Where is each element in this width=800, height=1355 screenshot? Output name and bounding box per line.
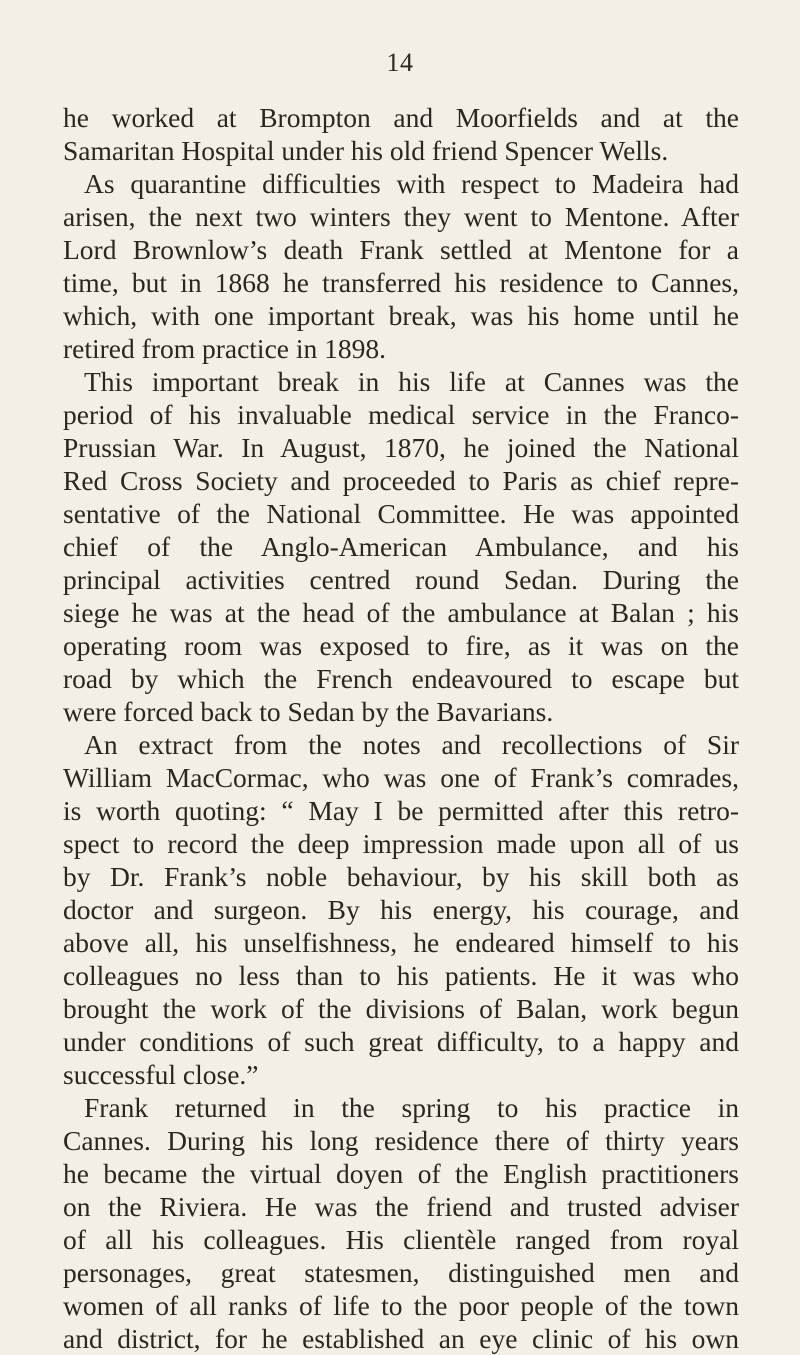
text-line: Lord Brownlow’s death Frank settled at Mentone for a: [63, 234, 739, 265]
text-line: An extract from the notes and recollections of Sir: [84, 729, 739, 760]
text-line: is worth quoting: “ May I be permitted after this retro-: [63, 795, 739, 826]
text-line: Cannes. During his long residence there of thirty years: [63, 1125, 739, 1156]
text-line: and district, for he established an eye clinic of his own: [63, 1323, 739, 1354]
text-line: operating room was exposed to fire, as it was on the: [63, 630, 739, 661]
body-text: [63, 101, 739, 1355]
text-line: chief of the Anglo-American Ambulance, and his: [63, 531, 739, 562]
text-line: This important break in his life at Cannes was the: [84, 366, 739, 397]
text-line: time, but in 1868 he transferred his residence to Cannes,: [63, 267, 739, 298]
text-line: were forced back to Sedan by the Bavarians.: [63, 696, 554, 727]
text-line: brought the work of the divisions of Balan, work begun: [63, 993, 739, 1024]
text-line: above all, his unselfishness, he endeared himself to his: [63, 927, 739, 958]
text-line: he worked at Brompton and Moorfields and at the: [63, 102, 739, 133]
text-line: As quarantine difficulties with respect to Madeira had: [84, 168, 739, 199]
text-line: he became the virtual doyen of the English practitioners: [63, 1158, 739, 1189]
text-line: siege he was at the head of the ambulance at Balan ; his: [63, 597, 739, 628]
page-number: 14: [386, 48, 414, 77]
text-line: road by which the French endeavoured to escape but: [63, 663, 739, 694]
text-line: sentative of the National Committee. He was appointed: [63, 498, 739, 529]
text-line: under conditions of such great difficulty, to a happy and: [63, 1026, 739, 1057]
text-line: on the Riviera. He was the friend and trusted adviser: [63, 1191, 739, 1222]
text-line: which, with one important break, was his home until he: [63, 300, 739, 331]
text-line: Samaritan Hospital under his old friend Spencer Wells.: [63, 135, 669, 166]
text-line: women of all ranks of life to the poor people of the town: [63, 1290, 739, 1321]
text-line: Prussian War. In August, 1870, he joined the National: [63, 432, 739, 463]
text-line: successful close.”: [63, 1059, 259, 1090]
text-line: arisen, the next two winters they went to Mentone. After: [63, 201, 739, 232]
text-line: personages, great statesmen, distinguished men and: [63, 1257, 739, 1288]
text-line: by Dr. Frank’s noble behaviour, by his skill both as: [63, 861, 739, 892]
text-line: principal activities centred round Sedan. During the: [63, 564, 739, 595]
text-line: Frank returned in the spring to his practice in: [84, 1092, 739, 1123]
text-line: of all his colleagues. His clientèle ranged from royal: [63, 1224, 739, 1255]
text-line: Red Cross Society and proceeded to Paris as chief repre-: [63, 465, 739, 496]
text-line: spect to record the deep impression made upon all of us: [63, 828, 739, 859]
text-line: period of his invaluable medical service in the Franco-: [63, 399, 739, 430]
text-line: doctor and surgeon. By his energy, his courage, and: [63, 894, 739, 925]
text-line: William MacCormac, who was one of Frank’s comrades,: [63, 762, 739, 793]
text-line: retired from practice in 1898.: [63, 333, 386, 364]
text-line: colleagues no less than to his patients. He it was who: [63, 960, 739, 991]
